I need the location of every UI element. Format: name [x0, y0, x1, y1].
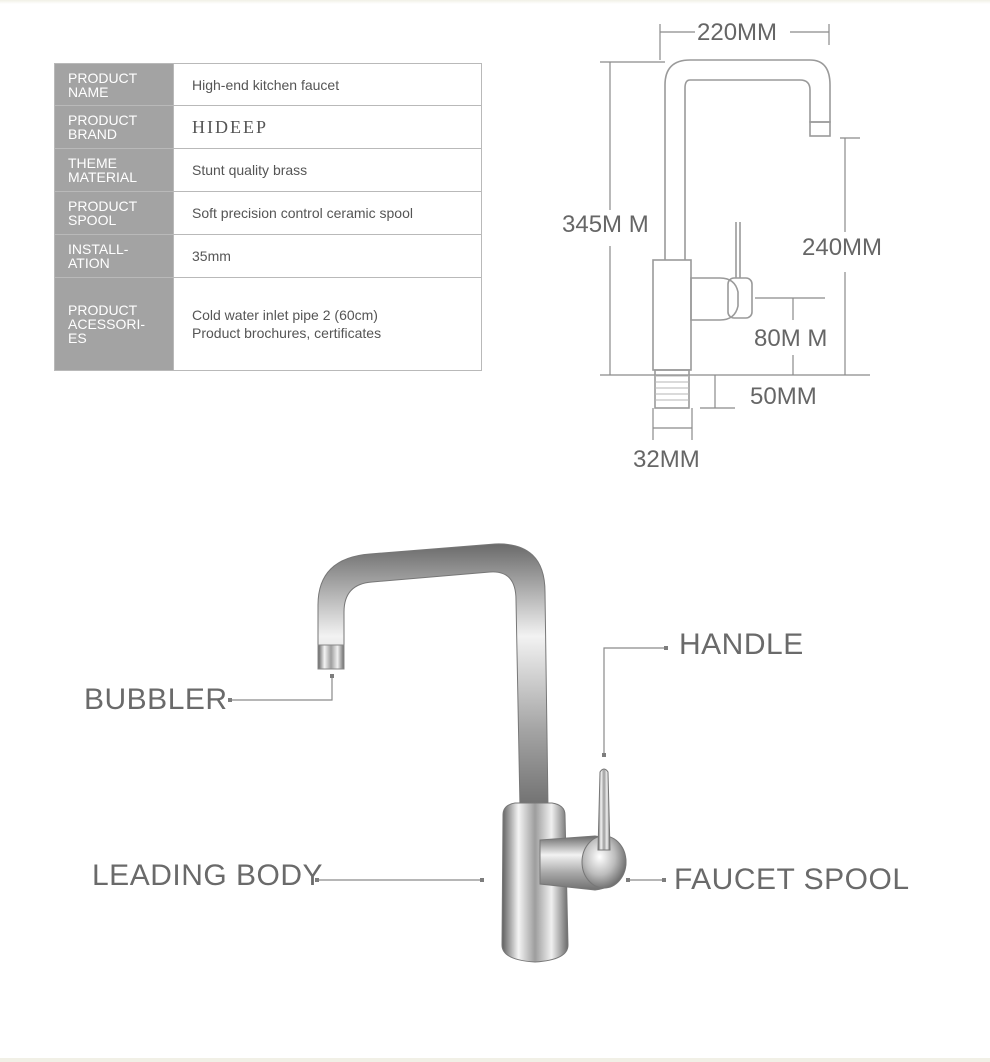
spec-label [55, 106, 174, 149]
spec-table [54, 63, 482, 371]
handle-lever [598, 769, 610, 850]
spec-label-line: PRODUCT [68, 198, 138, 214]
spec-value-line: High-end kitchen faucet [192, 76, 340, 93]
spec-value-line: Stunt quality brass [192, 162, 308, 178]
spec-label-line: ACESSORI- [68, 316, 146, 332]
callout-faucet-spool: FAUCET SPOOL [674, 863, 910, 896]
spec-label-line: THEME [68, 155, 117, 171]
dim-total-height-label: 345M M [562, 211, 649, 238]
spec-value-line: 35mm [192, 248, 231, 264]
callout-handle: HANDLE [679, 628, 804, 661]
spec-label-line: NAME [68, 83, 109, 100]
spec-label-line: PRODUCT [68, 112, 138, 128]
callout-bubbler: BUBBLER [84, 683, 228, 716]
dim-handle-height-label: 80M M [754, 325, 828, 352]
spec-value-line: Product brochures, certificates [192, 325, 382, 341]
spec-label-line: ES [68, 330, 87, 346]
dim-width-label: 220MM [697, 19, 778, 46]
spec-value [174, 106, 482, 149]
spec-label-line: ATION [68, 255, 110, 271]
spec-value [174, 64, 482, 106]
faucet-photo [0, 520, 990, 970]
spec-label [55, 64, 174, 106]
thread-lines [655, 376, 689, 400]
spec-row-material [55, 149, 482, 192]
spec-label-line: SPOOL [68, 212, 117, 228]
bottom-band [0, 1058, 990, 1062]
spout [318, 544, 548, 808]
spec-row-installation [55, 235, 482, 278]
spec-label-line: BRAND [68, 126, 118, 142]
spec-value [174, 192, 482, 235]
spec-label-line: PRODUCT [68, 69, 138, 86]
spec-row-spool [55, 192, 482, 235]
spec-value-line: Cold water inlet pipe 2 (60cm) [192, 307, 378, 323]
spec-row-brand [55, 106, 482, 149]
dim-pipe-diameter-label: 32MM [633, 446, 700, 473]
spec-value [174, 235, 482, 278]
spec-label [55, 149, 174, 192]
callout-leading-body: LEADING BODY [92, 859, 324, 892]
brand-name: HIDEEP [192, 116, 268, 137]
spec-label [55, 235, 174, 278]
spec-value [174, 278, 482, 371]
spec-label [55, 192, 174, 235]
bubbler-tip [318, 645, 344, 669]
dim-spout-height-label: 240MM [802, 234, 883, 261]
dim-base-height-label: 50MM [750, 383, 817, 410]
spec-row-accessories [55, 278, 482, 371]
top-band [0, 0, 990, 4]
spec-value [174, 149, 482, 192]
spec-value-line: Soft precision control ceramic spool [192, 205, 413, 221]
spec-label-line: INSTALL- [68, 241, 129, 257]
spec-label-line: PRODUCT [68, 302, 138, 318]
spec-label [55, 278, 174, 371]
spec-row-name [55, 64, 482, 106]
spec-label-line: MATERIAL [68, 169, 137, 185]
